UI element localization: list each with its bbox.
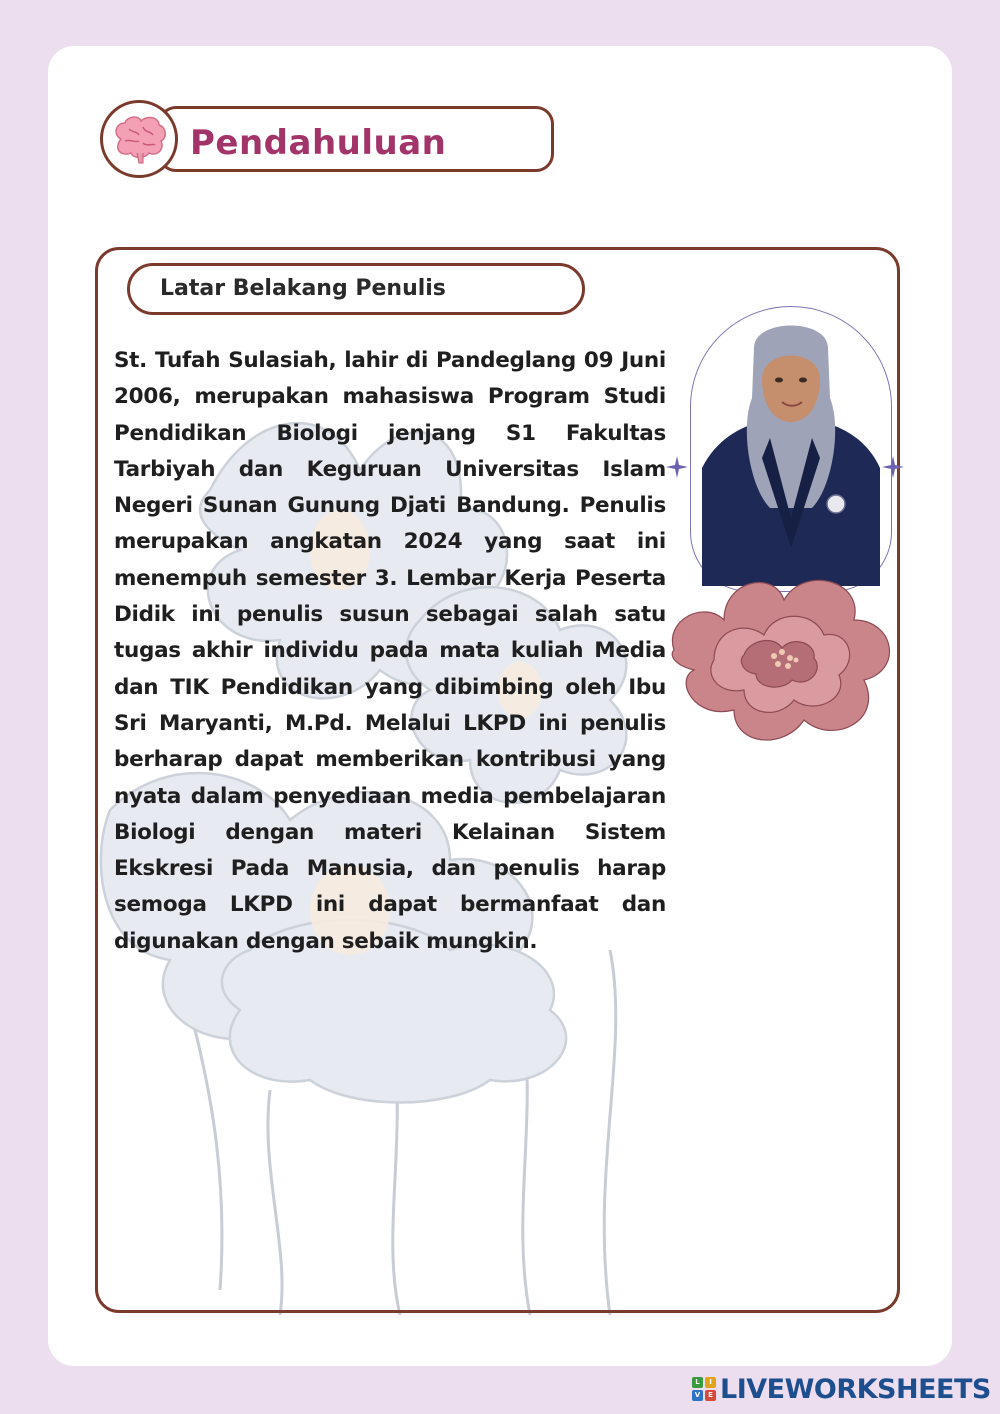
author-portrait-image <box>702 318 880 586</box>
rose-decoration <box>664 560 900 746</box>
section-title: Latar Belakang Penulis <box>160 276 446 301</box>
sparkle-icon <box>882 456 904 478</box>
grid-letter-e: E <box>705 1390 716 1401</box>
liveworksheets-brand: LIVEWORKSHEETS <box>720 1373 991 1405</box>
sparkle-icon <box>666 456 688 478</box>
brain-icon <box>109 113 169 165</box>
liveworksheets-grid-icon <box>692 1377 716 1401</box>
page-title: Pendahuluan <box>190 123 447 163</box>
liveworksheets-logo <box>692 1372 991 1406</box>
grid-letter-l: L <box>692 1377 703 1388</box>
author-photo <box>702 318 880 586</box>
author-bio-text: St. Tufah Sulasiah, lahir di Pandeglang 09 Juni 2006, merupakan mahasiswa Program Studi Pendidikan Biologi jenjang S1 Fakultas Tarbiyah dan Keguruan Universitas Islam Negeri Sunan Gunung Djati Bandung. Penulis merupakan angkatan 2024 yang saat ini menempuh semester 3. Lembar Kerja Peserta Didik ini penulis susun sebagai salah satu tugas akhir individu pada mata kuliah Media dan TIK Pendidikan yang dibimbing oleh Ibu Sri Maryanti, M.Pd. Melalui LKPD ini penulis berharap dapat memberikan kontribusi yang nyata dalam penyediaan media pembelajaran Biologi dengan materi Kelainan Sistem Ekskresi Pada Manusia, dan penulis harap semoga LKPD ini dapat bermanfaat dan digunakan dengan sebaik mungkin. <box>114 348 666 954</box>
grid-letter-v: V <box>692 1390 703 1401</box>
grid-letter-i: I <box>705 1377 716 1388</box>
brain-badge <box>100 100 178 178</box>
